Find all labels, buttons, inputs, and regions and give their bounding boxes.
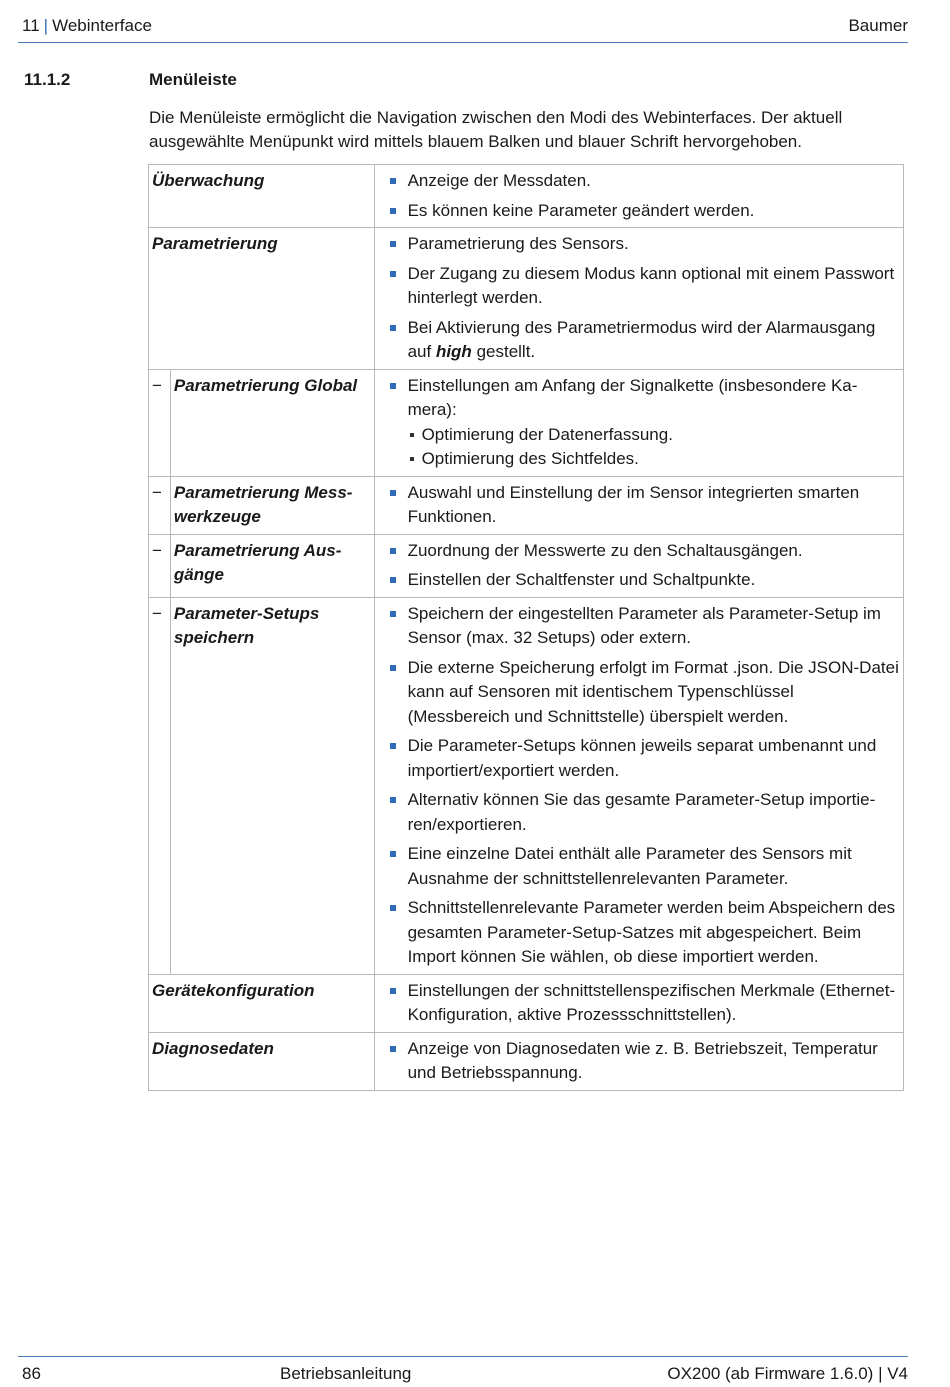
row-description [374,165,903,228]
table-row [149,974,904,1032]
row-description [374,597,903,974]
bullet-icon [390,905,396,911]
table-row [149,228,904,370]
row-description [374,974,903,1032]
row-description [374,476,903,534]
bullet-icon [390,743,396,749]
row-description [374,1032,903,1090]
bullet-icon [390,797,396,803]
sub-dash: − [149,476,171,534]
bullet-icon [390,851,396,857]
table-row [149,597,904,974]
bullet-icon [390,383,396,389]
section-number: 11.1.2 [24,70,71,89]
bullet-icon [390,665,396,671]
list-item: Alternativ können Sie das gesamte Parameter-Setup importieren/exportieren. [389,788,899,837]
document-type: Betriebsanleitung [280,1364,412,1383]
product-version: OX200 (ab Firmware 1.6.0) | V4 [667,1364,908,1383]
sub-list-item: Optimierung der Datenerfassung. [408,423,899,448]
sub-dash: − [149,597,171,974]
list-item: Parametrierung des Sensors. [389,232,899,257]
table-row [149,1032,904,1090]
brand-name: Baumer [848,16,908,35]
row-description [374,369,903,476]
row-term: Diagnosedaten [149,1032,375,1090]
list-item: Die externe Speicherung erfolgt im Format .json. Die JSON-Datei kann auf Sensoren mit identischem Typenschlüssel (Messbereich und Schnittstelle) überspielt werden. [389,656,899,730]
table-row [149,534,904,597]
list-item: Einstellen der Schaltfenster und Schaltpunkte. [389,568,899,593]
row-subterm: Parameter-Setups speichern [170,597,374,974]
sub-bullet-icon [410,433,414,437]
sub-bullet-icon [410,457,414,461]
bullet-icon [390,611,396,617]
list-item: Die Parameter-Setups können jeweils separat umbenannt und importiert/exportiert werden. [389,734,899,783]
row-subterm: Parametrierung Global [170,369,374,476]
sub-list-item: Optimierung des Sichtfeldes. [408,447,899,472]
section-intro: Die Menüleiste ermöglicht die Navigation zwischen den Modi des Webinterfaces. Der aktuell ausgewählte Menüpunkt wird mittels blauem Balken und blauer Schrift hervorgehoben. [149,108,843,151]
bullet-icon [390,271,396,277]
emphasis-text: high [435,342,472,361]
chapter-title: Webinterface [52,16,152,35]
section-title: Menüleiste [149,70,237,89]
sub-dash: − [149,534,171,597]
list-item: Es können keine Parameter geändert werden. [389,199,899,224]
page-number: 86 [22,1364,41,1383]
list-item: Der Zugang zu diesem Modus kann optional mit einem Passwort hinterlegt werden. [389,262,899,311]
row-term: Überwachung [149,165,375,228]
header-separator: | [43,16,49,35]
table-row [149,165,904,228]
menu-table [148,164,904,1091]
chapter-number: 11 [22,16,40,35]
list-item: Speichern der eingestellten Parameter als Parameter-Setup im Sensor (max. 32 Setups) oder extern. [389,602,899,651]
chapter-label [22,16,152,36]
sub-dash: − [149,369,171,476]
list-item: Anzeige der Messdaten. [389,169,899,194]
table-row [149,369,904,476]
bullet-icon [390,241,396,247]
list-item: Bei Aktivierung des Parametriermodus wird der Alarmausgang auf high gestellt. [389,316,899,365]
row-subterm: Parametrierung Ausgänge [170,534,374,597]
bullet-icon [390,577,396,583]
page-header [18,14,908,43]
row-description [374,228,903,370]
row-description [374,534,903,597]
list-item: Schnittstellenrelevante Parameter werden beim Abspeichern des gesamten Parameter-Setup-Satzes mit abgespeichert. Beim Import können Sie wählen, ob diese importiert werden. [389,896,899,970]
list-item: Auswahl und Einstellung der im Sensor integrierten smarten Funktionen. [389,481,899,530]
list-item: Einstellungen der schnittstellenspezifischen Merkmale (Ethernet-Konfiguration, aktive Prozessschnittstellen). [389,979,899,1028]
bullet-icon [390,988,396,994]
row-term: Gerätekonfiguration [149,974,375,1032]
row-subterm: Parametrierung Messwerkzeuge [170,476,374,534]
page-footer [18,1356,908,1383]
list-item: Zuordnung der Messwerte zu den Schaltausgängen. [389,539,899,564]
bullet-icon [390,1046,396,1052]
bullet-icon [390,178,396,184]
bullet-icon [390,490,396,496]
bullet-icon [390,208,396,214]
bullet-icon [390,325,396,331]
table-row [149,476,904,534]
list-item: Einstellungen am Anfang der Signalkette (insbesondere Kamera): Optimierung der Datenerfassung. Optimierung des Sichtfeldes. [389,374,899,472]
row-term: Parametrierung [149,228,375,370]
list-item: Anzeige von Diagnosedaten wie z. B. Betriebszeit, Temperatur und Betriebsspannung. [389,1037,899,1086]
list-item: Eine einzelne Datei enthält alle Parameter des Sensors mit Ausnahme der schnittstellenrelevanten Parameter. [389,842,899,891]
bullet-icon [390,548,396,554]
